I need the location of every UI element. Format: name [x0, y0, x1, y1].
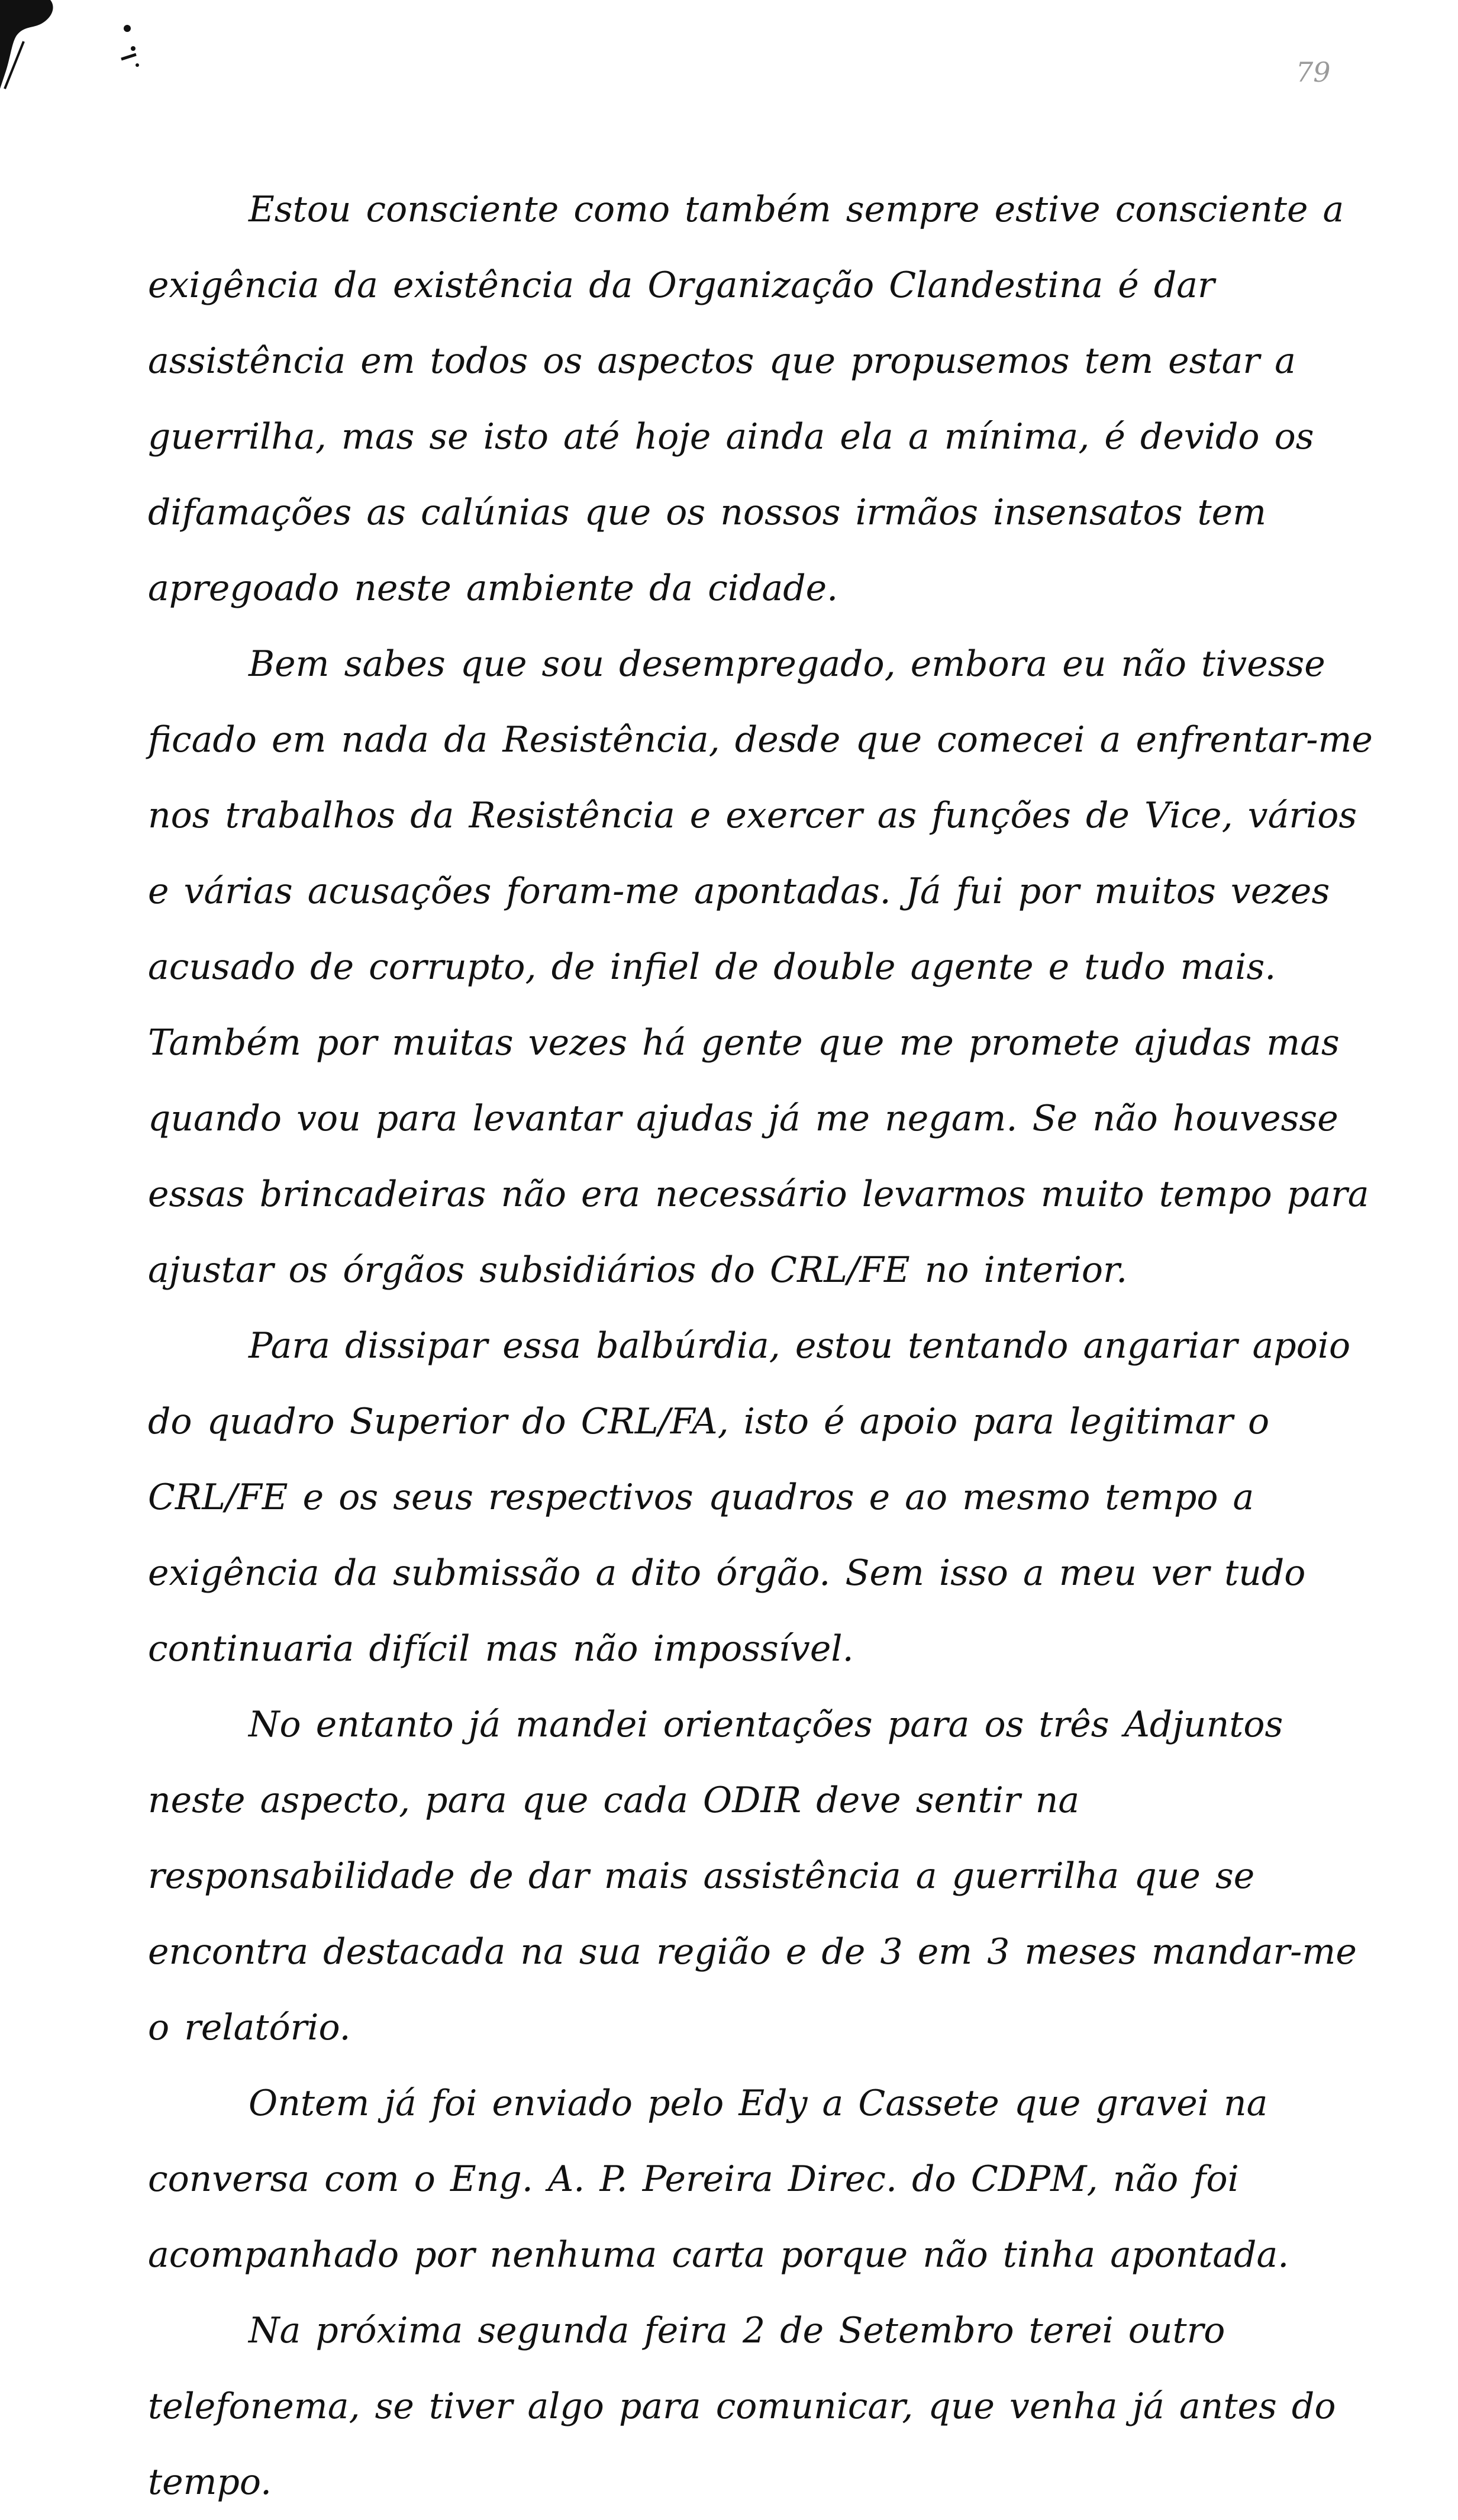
- paragraph-6: Na próxima segunda feira 2 de Setembro terei outro telefonema, se tiver algo para comunicar, que venha já antes do tempo.: [148, 2310, 1336, 2503]
- ink-blot-mark: [0, 0, 142, 101]
- page-number: 79: [1296, 56, 1331, 88]
- paragraph-1: Estou consciente como também sempre estive consciente a exigência da existência da Organização Clandestina é dar assistência em todos os aspectos que propusemos tem estar a guerrilha, mas se isto até hoje ainda ela a mínima, é devido os difamações as calúnias que os nossos irmãos insensatos tem apregoado neste ambiente da cidade.: [148, 189, 1344, 609]
- paragraph-5: Ontem já foi enviado pelo Edy a Cassete que gravei na conversa com o Eng. A. P. Pereira Direc. do CDPM, não foi acompanhado por nenhuma carta porque não tinha apontada.: [148, 2083, 1289, 2276]
- paragraph-4: No entanto já mandei orientações para os três Adjuntos neste aspecto, para que cada ODIR deve sentir na responsabilidade de dar mais assistência a guerrilha que se encontra destacada na sua região e de 3 em 3 meses mandar-me o relatório.: [148, 1704, 1357, 2048]
- paragraph-3: Para dissipar essa balbúrdia, estou tentando angariar apoio do quadro Superior do CRL/FA, isto é apoio para legitimar o CRL/FE e os seus respectivos quadros e ao mesmo tempo a exigência da submissão a dito órgão. Sem isso a meu ver tudo continuaria difícil mas não impossível.: [148, 1325, 1351, 1670]
- paragraph-2: Bem sabes que sou desempregado, embora eu não tivesse ficado em nada da Resistência, desde que comecei a enfrentar-me nos trabalhos da Resistência e exercer as funções de Vice, vários e várias acusações foram-me apontadas. Já fui por muitos vezes acusado de corrupto, de infiel de double agente e tudo mais. Também por muitas vezes há gente que me promete ajudas mas quando vou para levantar ajudas já me negam. Se não houvesse essas brincadeiras não era necessário levarmos muito tempo para ajustar os órgãos subsidiários do CRL/FE no interior.: [148, 643, 1373, 1291]
- letter-body: [148, 172, 1379, 2520]
